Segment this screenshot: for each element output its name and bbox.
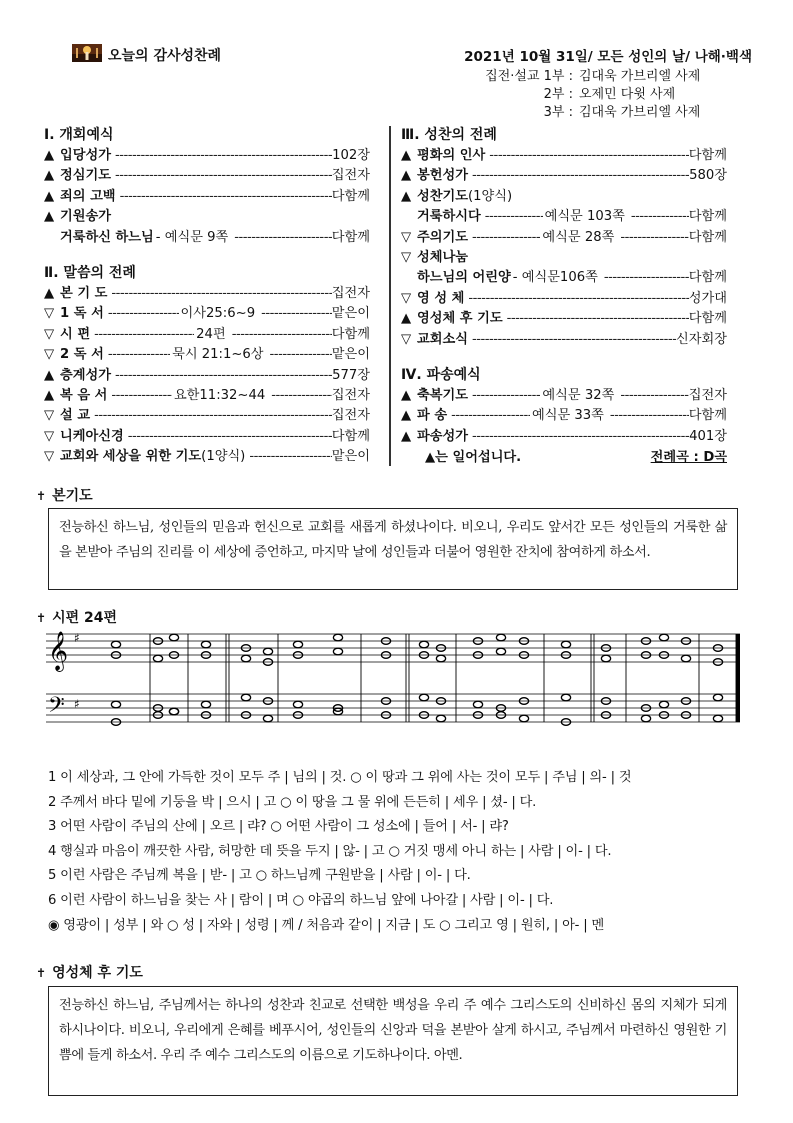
notehead [561,694,570,701]
chant-staves [46,630,740,742]
order-row: ▲ 죄의 고백 ----- 다함께 [44,187,370,207]
bass-clef-icon: 𝄢 [48,693,65,723]
notehead [519,715,528,722]
notehead [436,715,445,722]
section-title-eucharist: Ⅲ. 성찬의 전례 [401,127,497,143]
order-row: ▲ 입당성가 ----- 102장 [44,146,370,166]
notehead [333,634,342,641]
collect-box: 전능하신 하느님, 성인들의 믿음과 헌신으로 교회를 새롭게 하셨나이다. 비오니, 우리도 앞서간 모든 성인들의 거룩한 삶을 본받아 주님의 진리를 이 세상에 증언하고, 마지막 날에 성인들과 더불어 영원한 잔치에 참여하게 하소서. [48,508,738,590]
order-row: ▲ 파송성가 ----- 401장 [401,427,727,447]
order-row: 거룩하신 하느님 - 예식문 9쪽 ----- 다함께 [44,228,370,248]
notehead [713,694,722,701]
psalm-verse: 4 행실과 마음이 깨끗한 사람, 허망한 데 뜻을 두지 | 않- | 고 ○ 거짓 맹세 아니 하는 | 사람 | 이- | 다. [48,843,612,859]
notehead [153,655,162,662]
notehead [419,641,428,648]
collect-heading: ✝ 본기도 [36,488,93,504]
liturgical-date: 2021년 10월 31일/ 모든 성인의 날/ 나해·백색 [464,49,752,65]
notehead [713,715,722,722]
order-row: ▽ 성체나눔 [401,249,468,265]
page-header [72,44,752,64]
notehead [111,701,120,708]
notehead [473,701,482,708]
minister-row: 2부 : 오제민 다윗 사제 [543,87,676,102]
order-row: ▽ 1 독 서 ----- 이사25:6~9 ----- 맡은이 [44,304,370,324]
order-row: ▲ 층계성가 ----- 577장 [44,366,370,386]
page-title: 오늘의 감사성찬례 [108,48,222,64]
order-row: ▲ 성찬기도(1양식) [401,188,513,204]
order-row: ▲ 축복기도 ----- 예식문 32쪽 ----- 집전자 [401,386,727,406]
column-divider [389,126,391,466]
notehead [263,648,272,655]
ministers-list [485,68,727,122]
order-row: ▲ 기원송가 [44,209,111,225]
notehead [659,634,668,641]
order-row: ▲ 영성체 후 기도 ----- 다함께 [401,309,727,329]
notehead [201,701,210,708]
notehead [201,641,210,648]
notehead [241,694,250,701]
order-row: ▽ 설 교 ----- 집전자 [44,406,370,426]
order-row: ▲ 정심기도 ----- 집전자 [44,166,370,186]
gloria-verse: ◉ 영광이 | 성부 | 와 ○ 성 | 자와 | 성령 | 께 / 처음과 같이 | 지금 | 도 ○ 그리고 영 | 원히, | 아- | 멘 [48,917,605,933]
sharp-icon: ♯ [74,631,80,645]
notehead [561,641,570,648]
order-left-column [44,124,370,467]
notehead [263,715,272,722]
psalm-heading: ✝ 시편 24편 [36,610,117,626]
notehead [241,655,250,662]
order-right-column [401,124,727,469]
notehead [436,655,445,662]
section-title-dismissal: Ⅳ. 파송예식 [401,366,481,383]
order-row: 하느님의 어린양 - 예식문106쪽 ----- 다함께 [401,268,727,288]
notehead [641,715,650,722]
notehead [293,701,302,708]
psalm-verse: 5 이런 사람은 주님께 복을 | 받- | 고 ○ 하느님께 구원받을 | 사람 | 이- | 다. [48,868,471,884]
order-row: ▽ 시 편 ----- 24편 ----- 다함께 [44,325,370,345]
standing-note: ▲는 일어섭니다. [425,450,522,466]
psalm-verse: 2 주께서 바다 밑에 기둥을 박 | 으시 | 고 ○ 이 땅을 그 물 위에 든든히 | 세우 | 셨- | 다. [48,794,537,810]
standing-note-row [401,447,727,469]
minister-row: 집전·설교 1부 : 김대욱 가브리엘 사제 [485,69,701,84]
post-communion-heading: ✝ 영성체 후 기도 [36,965,143,981]
psalm-verse: 6 이런 사람이 하느님을 찾는 사 | 람이 | 며 ○ 야곱의 하느님 앞에 나아갈 | 사람 | 이- | 다. [48,892,554,908]
order-row: ▲ 봉헌성가 ----- 580장 [401,166,727,186]
notehead [419,694,428,701]
cross-icon: ✝ [36,611,47,625]
notehead [169,708,178,715]
order-row: ▽ 영 성 체 ----- 성가대 [401,289,727,309]
cross-icon: ✝ [36,966,47,980]
notehead [169,634,178,641]
order-row: 거룩하시다 ----- 예식문 103쪽 ----- 다함께 [401,207,727,227]
notehead [111,641,120,648]
chant-setting: 전례곡 : D곡 [650,450,727,466]
notehead [601,655,610,662]
final-barline [736,634,740,722]
cross-icon: ✝ [36,489,47,503]
order-row: ▽ 니케아신경 ----- 다함께 [44,427,370,447]
order-row: ▲ 평화의 인사 ----- 다함께 [401,146,727,166]
notehead [496,634,505,641]
psalm-verse: 3 어떤 사람이 주님의 산에 | 오르 | 랴? ○ 어떤 사람이 그 성소에 | 들어 | 서- | 랴? [48,819,509,835]
order-row: ▲ 복 음 서 ----- 요한11:32~44 ----- 집전자 [44,386,370,406]
treble-clef-icon: 𝄞 [48,631,69,671]
notehead [681,655,690,662]
notehead [659,701,668,708]
section-title-word: Ⅱ. 말씀의 전례 [44,264,136,281]
church-candle-icon [72,44,102,62]
minister-row: 3부 : 김대욱 가브리엘 사제 [543,105,701,120]
order-row: ▽ 교회와 세상을 위한 기도(1양식) ----- 맡은이 [44,447,370,467]
order-row: ▽ 주의기도 ----- 예식문 28쪽 ----- 다함께 [401,228,727,248]
order-row: ▲ 본 기 도 ----- 집전자 [44,284,370,304]
order-row: ▲ 파 송 ----- 예식문 33쪽 ----- 다함께 [401,406,727,426]
section-title-opening: Ⅰ. 개회예식 [44,127,114,143]
order-row: ▽ 2 독 서 ----- 묵시 21:1~6상 ----- 맡은이 [44,345,370,365]
psalm-verse: 1 이 세상과, 그 안에 가득한 것이 모두 주 | 님의 | 것. ○ 이 땅과 그 위에 사는 것이 모두 | 주님 | 의- | 것 [48,770,632,785]
sharp-icon: ♯ [74,697,80,711]
notehead [496,648,505,655]
psalm-verses [48,766,748,938]
psalm-chant-score [46,630,740,742]
post-communion-box: 전능하신 하느님, 주님께서는 하나의 성찬과 친교로 선택한 백성을 우리 주 예수 그리스도의 신비하신 몸의 지체가 되게 하시나이다. 비오니, 우리에게 은혜를 베푸시어, 성인들의 신앙과 덕을 본받아 살게 하시고, 주님께서 마련하신 영원한 기쁨에 들게 하소서. 우리 주 예수 그리스도의 이름으로 기도하나이다. 아멘. [48,986,738,1096]
notehead [333,648,342,655]
order-row: ▽ 교회소식 ----- 신자회장 [401,330,727,350]
notehead [293,641,302,648]
